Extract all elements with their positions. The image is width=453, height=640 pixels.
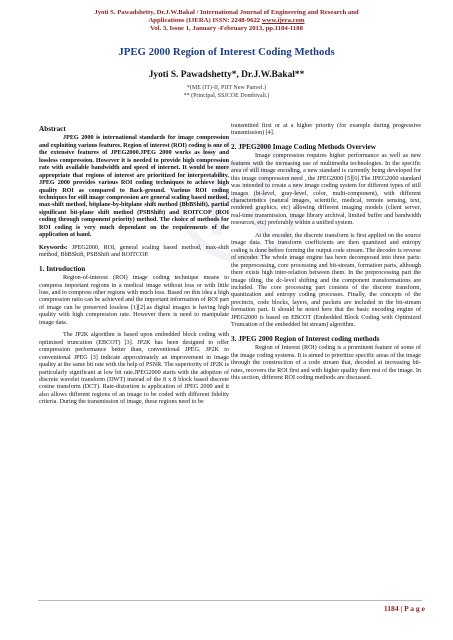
issn-text: Applications (IJERA) ISSN: 2248-9622 (148, 17, 261, 25)
section-3-paragraph-1: Region of Interest (ROI) coding is a prominent feature of some of the image coding systems. It is aimed to prioritize specific areas of the image through the construction of a code stream that, decoded at increasing bit-rates, recovers the ROI first and with higher quality then rest of the image. In this section, different ROI coding methods are discussed. (231, 345, 421, 381)
section-2-paragraph-2: At the encoder, the discrete transform is first applied on the source image data. The transform coefficients are then quantized and entropy coding is done before forming the output code stream. The decoder is reverse of encoder. The whole image engine has been decomposed into three parts: the preprocessing, core processing and bit-stream, formation parts, although there exists high inter-relation between them. In the preprocessing part the image tiling, the dc-level shifting and the component transformations are included. The core processing part consists of the discrete transform, quantization and entropy coding processes. Finally, the concepts of the precincts, code blocks, layers, and packets are included in the bit-stream formation part. It should be noted here that the basic encoding engine of JPEG2000 is based on EBCOT (Embedded Block Coding with Optimized Truncation of the embedded bit stream) algorithm. (231, 232, 422, 329)
paper-title: JPEG 2000 Region of Interest Coding Methods (118, 46, 335, 58)
journal-link[interactable]: www.ijera.com (261, 17, 305, 25)
abstract-heading: Abstract (39, 125, 66, 133)
footer-divider (38, 600, 422, 601)
affiliation-2: ** (Principal, SSJCOE Dombivali.) (183, 93, 270, 99)
running-head-line2 (20, 17, 433, 25)
keywords (39, 245, 229, 260)
section-1-paragraph-1: Region-of-interest (ROI) image coding technique means to compress important regions in a medical image without loss or with little loss, and to compress other regions with much loss. Based on this idea a high compression ratio can be achieved and the important information of ROI part of image can be preserved lossless [1][2].as digital images is having high quality with high compression rate. However there is need to manipulate image data. (39, 275, 229, 326)
section-1-heading: 1. Introduction (39, 264, 86, 273)
keywords-text: JPEG2000, ROI, general scaling based method, max-shift method, BbBShift, PSBShift and ROITCOP. (39, 244, 229, 259)
keywords-label: Keywords: (39, 244, 68, 251)
running-head-line3: Vol. 3, Issue 1, January -February 2013, pp.1184-1188 (150, 25, 303, 33)
section-2-paragraph-1: Image compression requires higher performance as well as new features with the increasing use of multimedia technologies. In the specific area of still image encoding, a new standard is currently being developed for this image compression need , the JPEG2000 [5][6].The JPEG2000 standard was intended to create a new image coding system for different types of still images (bi-level, gray-level, color, multi-component), with different characteristics (natural images, scientific, medical, remote sensing, text, rendered graphics, etc) allowing different imaging models (client server, real-time transmission, image library archival, limited buffer and bandwidth resources, etc) preferably within a unified system. (231, 153, 421, 227)
section-2-heading: 2. JPEG2000 Image Coding Methods Overview (231, 142, 376, 151)
affiliation-1: *(ME (IT)-II, PIIT New Panvel.) (186, 85, 267, 91)
running-head-line1: Jyoti S. Pawadshetty, Dr.J.W.Bakal / International Journal of Engineering and Research and (94, 9, 359, 16)
left-column (39, 123, 229, 412)
right-column (231, 123, 421, 387)
paper-authors: Jyoti S. Pawadshetty*, Dr.J.W.Bakal** (148, 70, 305, 80)
section-3-heading: 3. JPEG 2000 Region of Interest coding methods (231, 334, 380, 343)
section-1-continuation: transmitted first or at a higher priority (for example during progressive transmission) [4]. (231, 123, 421, 137)
running-head (20, 9, 433, 34)
section-1-paragraph-2: The JP2K algorithm is based upon embedded block coding with optimised truncation (EBCOT) [3]. JP2K has been designed to offer compression performance better than, conventional JPEG. JP2K to conventional JPEG [3] indicate approximately an improvement in image quality at the same bit rate with the help of PSNR. The superiority of JP2K is particularly significant at low bit rate.JPEG2000 starts with the adoption of discrete wavelet transform (DWT) instead of the 8 x 8 block based discrete cosine transform (DCT). Rate-distortion is application of JPEG 2000 and it also allows different regions of an image to be coded with different fidelity criteria. During the transmission of image, these regions need to be (39, 332, 229, 406)
page-number: 1184 | P a g e (383, 604, 425, 613)
abstract-text: JPEG 2000 is international standards for image compression and exploiting various features. Region of interest (ROI) coding is one of the extensive features of JPEG2000.JPEG 2000 works as lossy and lossless compression. However it is needed to provide high compression rate with available bandwidth and speed of internet. It would be more appropriate that regions of interest are prioritized for interpretability. JPEG 2000 provides various ROI coding techniques to achieve high quality ROI as compared to Back-ground. Various ROI coding techniques for still image compression are general scaling based method, max-shift method, bitplane-by-bitplane shift method (BbBShift), partial significant bit-plane shift method (PSBShift) and ROITCOP (ROI coding through component priority) method. The choice of methods for ROI coding is very much dependant on the requirements of the application at hand. (39, 135, 229, 239)
